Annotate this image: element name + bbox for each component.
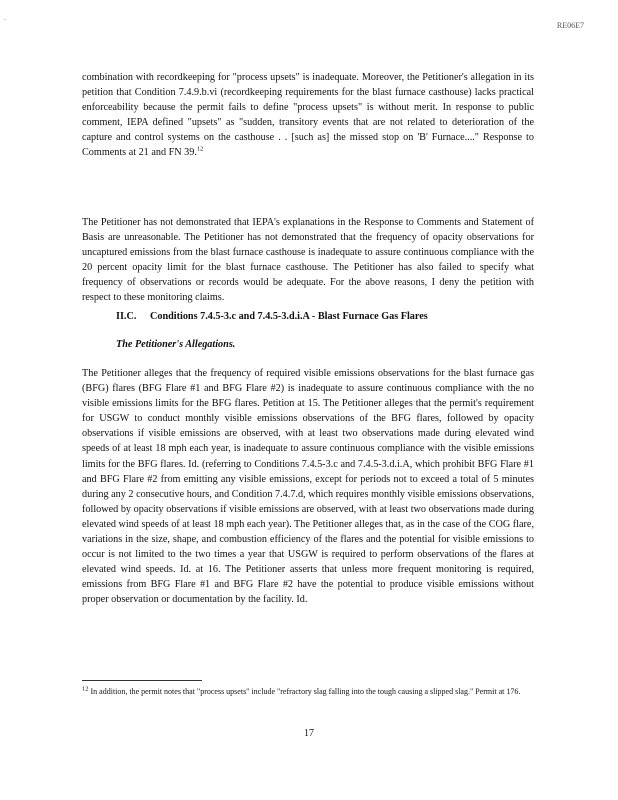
footnote-text: In addition, the permit notes that "process upsets" include "refractory slag falling into the tough causing a slipped slag." Permit at 176.: [90, 687, 521, 696]
footnote-marker: 12: [82, 685, 89, 693]
body-paragraph-1: [82, 70, 534, 161]
section-heading: [116, 311, 428, 322]
section-heading-text: Conditions 7.4.5-3.c and 7.4.5-3.d.i.A - Blast Furnace Gas Flares: [150, 311, 428, 322]
footnote-divider: [82, 680, 202, 681]
section-heading-number: II.C.: [116, 311, 137, 322]
subheading: The Petitioner's Allegations.: [116, 339, 236, 350]
footnote-reference: 12: [196, 146, 204, 154]
body-paragraph-3: The Petitioner alleges that the frequency of required visible emissions observations for the blast furnace gas (BFG) flares (BFG Flare #1 and BFG Flare #2) is inadequate to assure continuous compliance with the no visible emissions limits for the BFG flares. Petition at 15. The Petitioner alleges that the permit's requirement for USGW to conduct monthly visible emissions observations of the BFG flares, followed by opacity observations if visible emissions are observed, with at least two observations made during elevated wind speeds of at least 18 mph each year, is inadequate to assure continuous compliance with the visible emissions limits for the BFG flares. Id. (referring to Conditions 7.4.5-3.c and 7.4.5-3.d.i.A, which prohibit BFG Flare #1 and BFG Flare #2 from emitting any visible emissions, except for periods not to exceed a total of 5 minutes during any 2 consecutive hours, and Condition 7.4.7.d, which requires monthly visible emissions observations, followed by opacity observations if visible emissions are observed, with at least two observations made during elevated wind speeds of at least 18 mph each year). The Petitioner alleges that, as in the case of the COG flare, variations in the size, shape, and combustion efficiency of the flares and the potential for visible emissions to occur is not limited to the two times a year that USGW is required to perform observations of the flares at elevated wind speeds. Id. at 16. The Petitioner asserts that unless more frequent monitoring is required, emissions from BFG Flare #1 and BFG Flare #2 have the potential to produce visible emissions without proper observation or documentation by the facility. Id.: [82, 368, 534, 606]
footnote: [82, 686, 534, 697]
body-paragraph-2: The Petitioner has not demonstrated that IEPA's explanations in the Response to Comments and Statement of Basis are unreasonable. The Petitioner has not demonstrated that the frequency of opacity observations for uncaptured emissions from the blast furnace casthouse is inadequate to assure continuous compliance with the 20 percent opacity limit for the blast furnace casthouse. The Petitioner has also failed to specify what frequency of observations or records would be adequate. For the above reasons, I deny the petition with respect to these monitoring claims.: [82, 217, 534, 304]
paragraph-1-text: combination with recordkeeping for "process upsets" is inadequate. Moreover, the Petitioner's allegation in its petition that Condition 7.4.9.b.vi (recordkeeping requirements for the blast furnace casthouse) lacks practical enforceability because the permit fails to define "process upsets" is without merit. In response to public comment, IEPA defined "upsets" as "sudden, transitory events that are not related to deterioration of the capture and control systems on the casthouse . . [such as] the missed stop on 'B' Furnace...." Response to Comments at 21 and FN 39.: [82, 72, 534, 159]
page-number: 17: [304, 728, 314, 739]
corner-mark: .: [4, 14, 6, 22]
document-id: RE06E7: [556, 21, 584, 30]
